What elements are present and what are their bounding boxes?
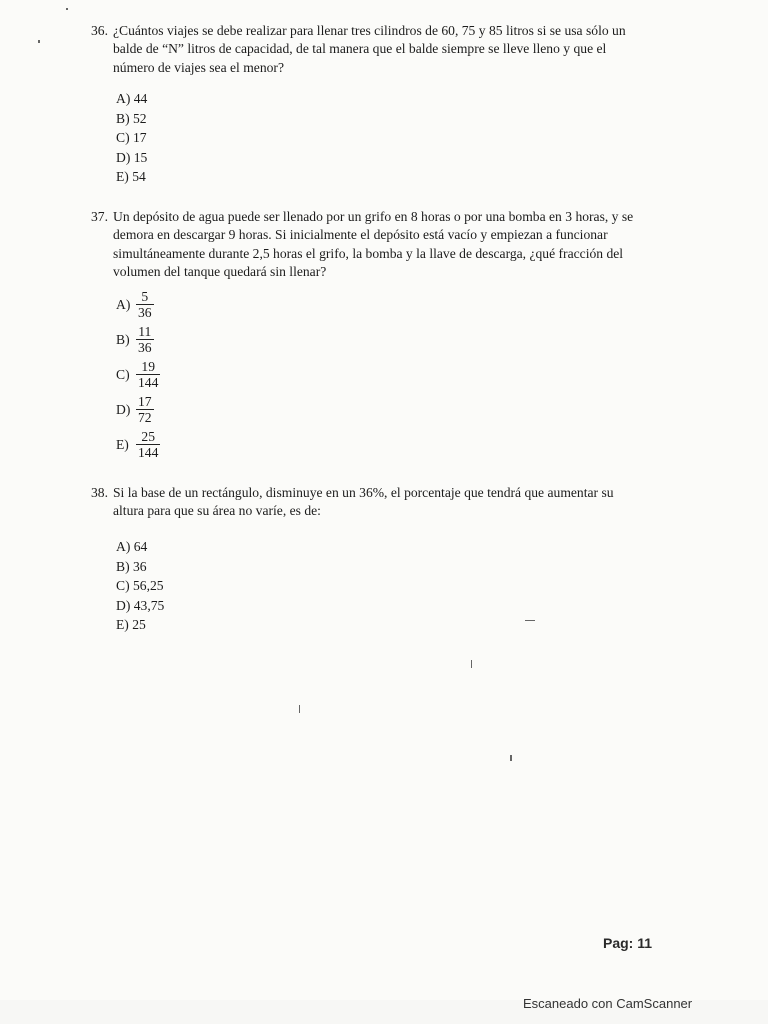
option-letter: C) <box>116 366 130 382</box>
numerator: 25 <box>141 429 155 444</box>
denominator: 144 <box>138 445 159 460</box>
answer-option: C) 17 <box>116 130 147 145</box>
denominator: 36 <box>138 340 152 355</box>
denominator: 144 <box>138 375 159 390</box>
scan-speck <box>299 705 300 713</box>
answer-option: E) 54 <box>116 169 146 184</box>
option-letter: E) <box>116 436 129 452</box>
question-text-line: demora en descargar 9 horas. Si inicialmente el depósito está vacío y empiezan a funcionar <box>113 227 608 243</box>
fraction <box>136 289 154 320</box>
answer-options-37 <box>116 287 160 462</box>
answer-option: A) 44 <box>116 91 148 106</box>
answer-options-36 <box>116 89 147 187</box>
option-letter: D) <box>116 401 131 417</box>
numerator: 17 <box>138 394 152 409</box>
answer-options-38 <box>116 537 164 635</box>
answer-option: B) 52 <box>116 110 147 126</box>
numerator: 11 <box>138 324 152 339</box>
fraction <box>136 429 160 460</box>
denominator: 72 <box>138 410 152 425</box>
answer-option: D) 43,75 <box>116 597 165 613</box>
question-text-line: simultáneamente durante 2,5 horas el grifo, la bomba y la llave de descarga, ¿qué fracción del <box>113 245 624 261</box>
answer-option: D) 15 <box>116 149 148 165</box>
option-letter: A) <box>116 296 131 312</box>
answer-option: C) 56,25 <box>116 578 164 593</box>
fraction <box>136 394 154 425</box>
fraction <box>136 359 160 390</box>
question-text-line: Un depósito de agua puede ser llenado por un grifo en 8 horas o por una bomba en 3 horas, y se <box>113 209 634 224</box>
scan-speck <box>38 40 40 43</box>
answer-option: E) 25 <box>116 617 146 632</box>
numerator: 5 <box>141 289 149 304</box>
scan-speck <box>510 755 512 761</box>
question-text-line: altura para que su área no varíe, es de: <box>113 503 321 519</box>
question-text-line: volumen del tanque quedará sin llenar? <box>113 264 327 280</box>
fraction-option <box>116 322 160 357</box>
fraction-option <box>116 392 160 427</box>
question-text-line: número de viajes sea el menor? <box>113 59 284 75</box>
scanner-watermark: Escaneado con CamScanner <box>523 996 693 1011</box>
fraction-option <box>116 357 160 392</box>
question-number: 36. <box>91 23 108 38</box>
denominator: 36 <box>138 305 152 320</box>
fraction-option <box>116 427 160 462</box>
question-37 <box>91 208 661 282</box>
page-number: Pag: 11 <box>603 935 653 951</box>
answer-option: B) 36 <box>116 558 147 574</box>
scan-speck <box>525 620 535 621</box>
question-36 <box>91 22 661 77</box>
scan-speck <box>66 8 68 10</box>
answer-option: A) 64 <box>116 539 148 554</box>
question-38 <box>91 484 661 521</box>
question-number: 37. <box>91 209 108 224</box>
fraction-option <box>116 287 160 322</box>
option-letter: B) <box>116 331 130 347</box>
fraction <box>136 324 154 355</box>
scan-speck <box>471 660 472 668</box>
question-text-line: ¿Cuántos viajes se debe realizar para llenar tres cilindros de 60, 75 y 85 litros si se usa sólo un <box>113 23 626 38</box>
question-number: 38. <box>91 485 108 500</box>
numerator: 19 <box>141 359 155 374</box>
question-text-line: balde de “N” litros de capacidad, de tal manera que el balde siempre se lleve lleno y que el <box>113 41 607 57</box>
question-text-line: Si la base de un rectángulo, disminuye en un 36%, el porcentaje que tendrá que aumentar su <box>113 485 614 500</box>
